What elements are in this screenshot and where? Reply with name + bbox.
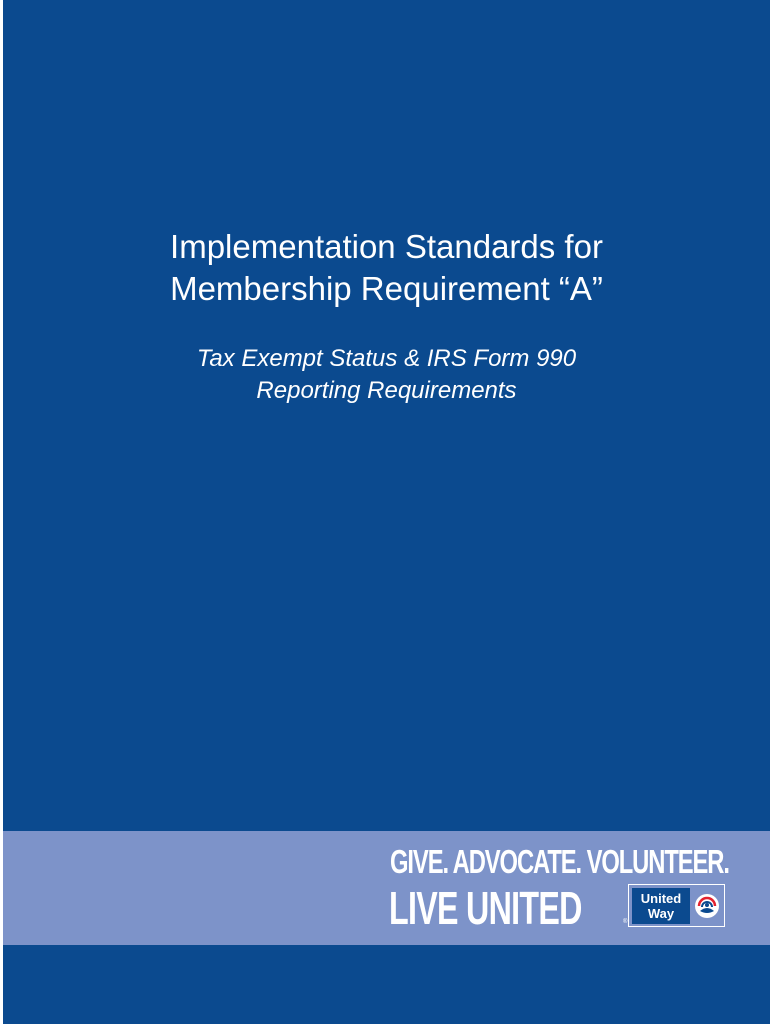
logo-line-1: United: [640, 891, 682, 906]
document-title: [3, 226, 770, 310]
united-way-logo: [628, 884, 725, 927]
united-way-hand-rainbow-icon: [694, 893, 720, 919]
tagline: GIVE. ADVOCATE. VOLUNTEER.: [390, 843, 729, 880]
subtitle-line-1: Tax Exempt Status & IRS Form 990: [196, 345, 577, 372]
document-subtitle: [3, 343, 770, 407]
title-line-1: Implementation Standards for: [170, 228, 603, 265]
live-united-wordmark: LIVE UNITED: [389, 882, 582, 934]
cover-background: [3, 0, 770, 1024]
branding-band: [3, 831, 770, 945]
registered-mark: ®: [623, 919, 628, 925]
title-line-2: Membership Requirement “A”: [170, 270, 603, 307]
subtitle-line-2: Reporting Requirements: [256, 377, 517, 404]
united-way-logo-text: [632, 888, 690, 924]
logo-line-2: Way: [647, 906, 675, 921]
